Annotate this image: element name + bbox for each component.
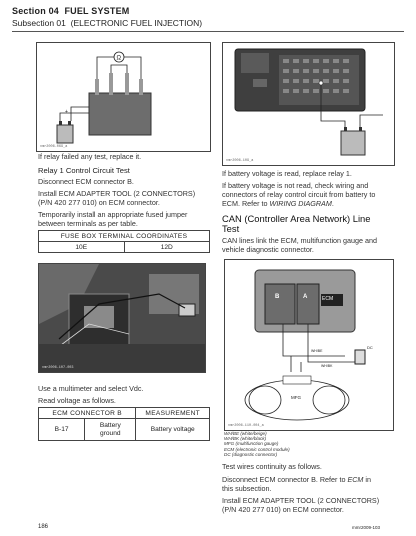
measure-col-header: MEASUREMENT bbox=[136, 408, 210, 419]
relay-test-figure bbox=[36, 42, 211, 152]
wiring-diagram-link[interactable]: WIRING DIAGRAM bbox=[269, 199, 332, 208]
footer-code: mmr2009-103 bbox=[352, 525, 381, 530]
check-wiring-text-1: If battery voltage is not read, check wiring and bbox=[222, 181, 369, 190]
relay-failed-text: If relay failed any test, replace it. bbox=[38, 152, 142, 161]
can-heading: CAN (Controller Area Network) Line Test bbox=[222, 213, 371, 234]
svg-text:Ω: Ω bbox=[116, 55, 121, 62]
can-desc-2: vehicle diagnostic connector. bbox=[222, 245, 314, 254]
wire-label-1: WH/BE bbox=[311, 349, 323, 353]
subsection-heading: Subsection 01 (ELECTRONIC FUEL INJECTION) bbox=[12, 18, 203, 28]
svg-text:+: + bbox=[65, 109, 68, 115]
install-adapter-text-1: Install ECM ADAPTER TOOL (2 CONNECTORS) bbox=[222, 496, 380, 505]
connector-a-label: A bbox=[303, 294, 308, 300]
fuse-cell: 12D bbox=[124, 242, 210, 253]
disconnect-text: Disconnect ECM connector B. bbox=[38, 177, 134, 186]
figure-label: vmr2006-069_a bbox=[40, 145, 68, 149]
fuse-box-table bbox=[38, 230, 210, 253]
measure-col-header: ECM CONNECTOR B bbox=[39, 408, 136, 419]
ecm-label: ECM bbox=[322, 296, 334, 302]
relay-test-heading: Relay 1 Control Circuit Test bbox=[38, 166, 130, 175]
jumper-text-1: Temporarily install an appropriate fused jumper bbox=[38, 210, 188, 219]
wire-label-2: WH/BK bbox=[321, 364, 333, 368]
relay-battery-diagram bbox=[223, 43, 394, 165]
install-adapter-text-2: (P/N 420 277 010) on ECM connector. bbox=[222, 505, 344, 514]
disconnect-ecm-text-2: this subsection. bbox=[222, 484, 272, 493]
fuse-table-header: FUSE BOX TERMINAL COORDINATES bbox=[39, 231, 210, 242]
disconnect-ecm-text-1: Disconnect ECM connector B. Refer to ECM in bbox=[222, 475, 372, 484]
jumper-text-2: between terminals as per table. bbox=[38, 219, 138, 228]
read-voltage-text: Read voltage as follows. bbox=[38, 396, 116, 405]
figure-label: vmr2006-110-004_a bbox=[228, 424, 264, 428]
can-desc-1: CAN lines link the ECM, multifunction gauge and bbox=[222, 236, 378, 245]
connector-b-label: B bbox=[275, 294, 280, 300]
page-number: 186 bbox=[38, 524, 49, 530]
pin-cell: B-17 bbox=[39, 419, 85, 441]
multimeter-text: Use a multimeter and select Vdc. bbox=[38, 384, 144, 393]
header-rule bbox=[12, 31, 404, 32]
figure-label: vmr2006-109_a bbox=[226, 159, 254, 163]
check-wiring-text-3: ECM. Refer to WIRING DIAGRAM. bbox=[222, 199, 334, 208]
check-wiring-text-2: connectors of relay control circuit from battery to bbox=[222, 190, 376, 199]
fuse-box-battery-figure bbox=[222, 42, 395, 166]
continuity-text: Test wires continuity as follows. bbox=[222, 462, 322, 471]
figure-label: vmr2006-107-003 bbox=[42, 366, 74, 370]
install-tool-text-2: (P/N 420 277 010) on ECM connector. bbox=[38, 198, 160, 207]
fuse-box-photo bbox=[38, 263, 206, 373]
measurement-table bbox=[38, 407, 210, 441]
section-heading: Section 04 FUEL SYSTEM bbox=[12, 6, 130, 16]
replace-relay-text: If battery voltage is read, replace relay 1. bbox=[222, 169, 352, 178]
can-wiring-figure bbox=[224, 259, 394, 431]
fuse-box-image bbox=[39, 264, 205, 372]
install-tool-text-1: Install ECM ADAPTER TOOL (2 CONNECTORS) bbox=[38, 189, 196, 198]
dc-label: DC bbox=[367, 345, 373, 350]
mfg-label: MFG bbox=[291, 395, 301, 400]
wire-legend: WH/BE (white/beige) WH/BK (white/black) MFG (multifunction gauge) ECM (electronic control module) DC (diagnostic connector) bbox=[224, 431, 290, 457]
relay-circuit-diagram bbox=[37, 43, 210, 151]
ground-cell: Battery ground bbox=[85, 419, 136, 441]
voltage-cell: Battery voltage bbox=[136, 419, 210, 441]
fuse-cell: 10E bbox=[39, 242, 125, 253]
ecm-link[interactable]: ECM bbox=[347, 475, 364, 484]
